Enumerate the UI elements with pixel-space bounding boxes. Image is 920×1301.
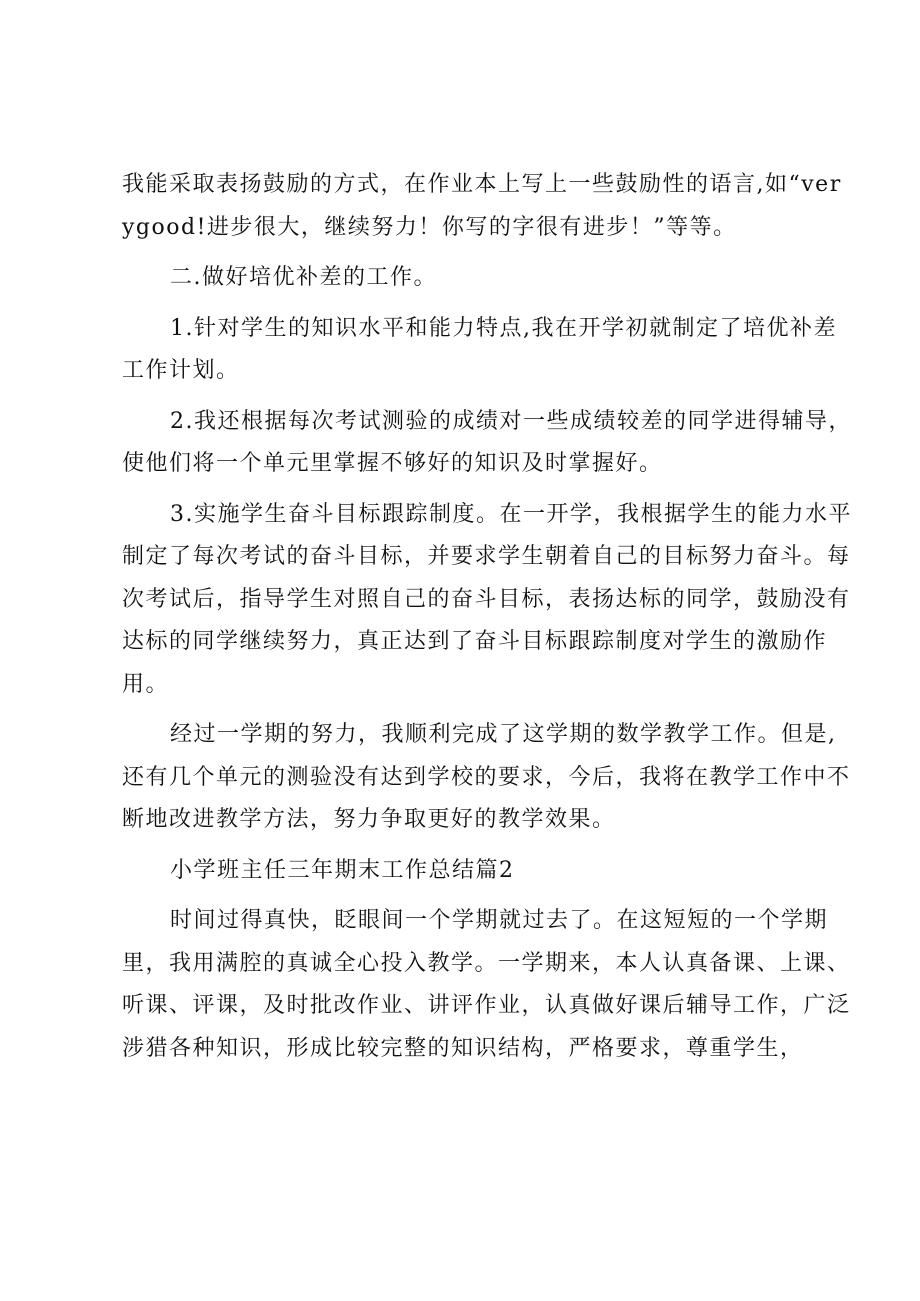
paragraph-praise-methods: 我能采取表扬鼓励的方式，在作业本上写上一些鼓励性的语言,如“verygood!进步很大，继续努力！你写的字很有进步！”等等。 — [122, 172, 842, 240]
paragraph-item-1: 1.针对学生的知识水平和能力特点,我在开学初就制定了培优补差工作计划。 — [122, 315, 837, 383]
article-title-part-2: 小学班主任三年期末工作总结篇2 — [170, 857, 515, 883]
section-heading-tutoring: 二.做好培优补差的工作。 — [170, 265, 437, 290]
paragraph-item-2: 2.我还根据每次考试测验的成绩对一些成绩较差的同学进得辅导，使他们将一个单元里掌握不够好的知识及时掌握好。 — [122, 408, 852, 476]
paragraph-conclusion: 经过一学期的努力，我顺利完成了这学期的数学教学工作。但是,还有几个单元的测验没有达到学校的要求，今后，我将在教学工作中不断地改进教学方法，努力争取更好的教学效果。 — [122, 722, 851, 832]
document-body — [122, 164, 852, 1078]
paragraph-part-2-intro: 时间过得真快，眨眼间一个学期就过去了。在这短短的一个学期里，我用满腔的真诚全心投入教学。一学期来，本人认真备课、上课、听课、评课，及时批改作业、讲评作业，认真做好课后辅导工作，广泛涉猎各种知识，形成比较完整的知识结构，严格要求，尊重学生， — [122, 908, 851, 1061]
paragraph-item-3: 3.实施学生奋斗目标跟踪制度。在一开学，我根据学生的能力水平制定了每次考试的奋斗目标，并要求学生朝着自己的目标努力奋斗。每次考试后，指导学生对照自己的奋斗目标，表扬达标的同学，鼓励没有达标的同学继续努力，真正达到了奋斗目标跟踪制度对学生的激励作用。 — [122, 501, 852, 697]
